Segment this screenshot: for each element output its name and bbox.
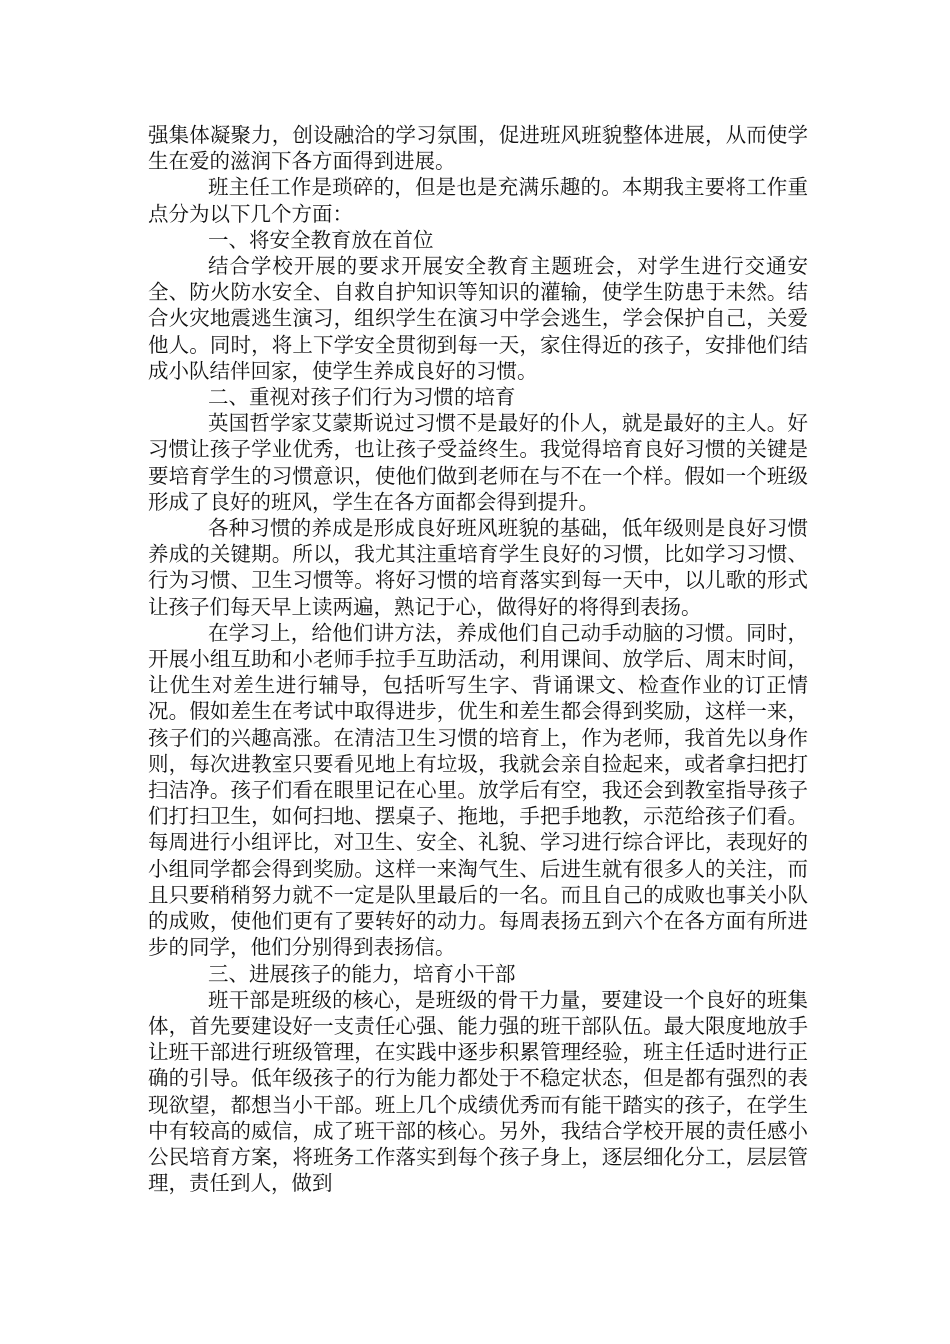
section-heading-safety: 一、将安全教育放在首位 (208, 227, 434, 252)
paragraph-overview: 班主任工作是琐碎的，但是也是充满乐趣的。本期我主要将工作重点分为以下几个方面： (148, 175, 808, 226)
paragraph-safety: 结合学校开展的要求开展安全教育主题班会，对学生进行交通安全、防火防水安全、自救自护知识等知识的灌输，使学生防患于未然。结合火灾地震逃生演习，组织学生在演习中学会逃生，学会保护自己，关爱他人。同时，将上下学安全贯彻到每一天，家住得近的孩子，安排他们结成小队结伴回家，使学生养成良好的习惯。 (148, 254, 808, 383)
paragraph-study-habits: 在学习上，给他们讲方法，养成他们自己动手动脑的习惯。同时，开展小组互助和小老师手拉手互助活动，利用课间、放学后、周末时间，让优生对差生进行辅导，包括听写生字、背诵课文、检查作业的订正情况。假如差生在考试中取得进步，优生和差生都会得到奖励，这样一来，孩子们的兴趣高涨。在清洁卫生习惯的培育上，作为老师，我首先以身作则，每次进教室只要看见地上有垃圾，我就会亲自捡起来，或者拿扫把打扫洁净。孩子们看在眼里记在心里。放学后有空，我还会到教室指导孩子们打扫卫生，如何扫地、摆桌子、拖地，手把手地教，示范给孩子们看。每周进行小组评比，对卫生、安全、礼貌、学习进行综合评比，表现好的小组同学都会得到奖励。这样一来淘气生、后进生就有很多人的关注，而且只要稍稍努力就不一定是队里最后的一名。而且自己的成败也事关小队的成败，使他们更有了要转好的动力。每周表扬五到六个在各方面有所进步的同学，他们分别得到表扬信。 (148, 620, 808, 960)
paragraph-habits-quote: 英国哲学家艾蒙斯说过习惯不是最好的仆人，就是最好的主人。好习惯让孩子学业优秀，也让孩子受益终生。我觉得培育良好习惯的关键是要培育学生的习惯意识，使他们做到老师在与不在一个样。假如一个班级形成了良好的班风，学生在各方面都会得到提升。 (148, 411, 808, 514)
paragraph-cadres: 班干部是班级的核心，是班级的骨干力量，要建设一个良好的班集体，首先要建设好一支责任心强、能力强的班干部队伍。最大限度地放手让班干部进行班级管理，在实践中逐步积累管理经验，班主任适时进行正确的引导。低年级孩子的行为能力都处于不稳定状态，但是都有强烈的表现欲望，都想当小干部。班上几个成绩优秀而有能干踏实的孩子，在学生中有较高的威信，成了班干部的核心。另外，我结合学校开展的责任感小公民培育方案，将班务工作落实到每个孩子身上，逐层细化分工，层层管理，责任到人，做到 (148, 987, 808, 1196)
document-body (148, 122, 808, 1196)
section-heading-cadres: 三、进展孩子的能力，培育小干部 (208, 961, 516, 986)
paragraph-habits-formation: 各种习惯的养成是形成良好班风班貌的基础，低年级则是良好习惯养成的关键期。所以，我尤其注重培育学生良好的习惯，比如学习习惯、行为习惯、卫生习惯等。将好习惯的培育落实到每一天中，以儿歌的形式让孩子们每天早上读两遍，熟记于心，做得好的将得到表扬。 (148, 516, 808, 619)
paragraph-intro-continued: 强集体凝聚力，创设融洽的学习氛围，促进班风班貌整体进展，从而使学生在爱的滋润下各方面得到进展。 (148, 123, 808, 174)
section-heading-habits: 二、重视对孩子们行为习惯的培育 (208, 385, 516, 410)
